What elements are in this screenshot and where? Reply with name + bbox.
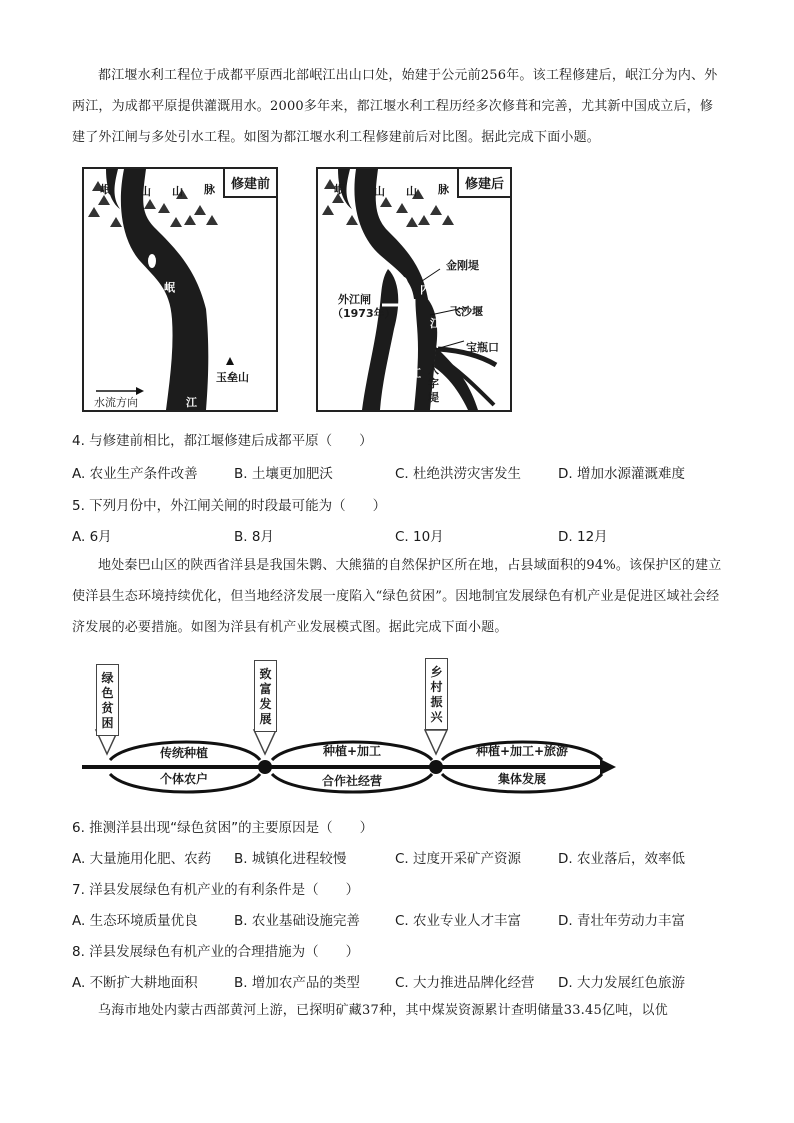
label-jiang-after: 江 (430, 317, 441, 330)
label-waijiangzha-year: （1973年） (332, 307, 396, 320)
label-mai-after: 脉 (438, 183, 449, 196)
upper-label-1: 传统种植 (159, 746, 208, 760)
option-6c[interactable]: C. 过度开采矿产资源 (395, 851, 522, 867)
stage-rural-revitalization: 乡村振兴 (425, 658, 448, 730)
label-mai: 脉 (204, 183, 215, 196)
option-6b[interactable]: B. 城镇化进程较慢 (234, 851, 347, 867)
label-shan-after: 山 (374, 185, 385, 198)
label-di: 堤 (428, 391, 439, 404)
passage-wuhai: 乌海市地处内蒙古西部黄河上游，已探明矿藏37种，其中煤炭资源累计查明储量33.45亿吨，以优 (98, 1003, 668, 1018)
question-4: 4. 与修建前相比，都江堰修建后成都平原（ ） (72, 433, 373, 449)
map-before-title: 修建前 (223, 169, 276, 198)
question-6: 6. 推测洋县出现“绿色贫困”的主要原因是（ ） (72, 820, 374, 836)
option-7b[interactable]: B. 农业基础设施完善 (234, 913, 360, 929)
stage-prosperity: 致富发展 (254, 660, 277, 732)
label-jiang2-after: 江 (410, 367, 421, 380)
label-shan2: 山 (172, 185, 183, 198)
label-zi: 字 (428, 377, 439, 390)
label-baopingkou: 宝瓶口 (466, 341, 499, 354)
label-shan2-after: 山 (406, 185, 417, 198)
option-4a[interactable]: A. 农业生产条件改善 (72, 466, 198, 482)
option-8c[interactable]: C. 大力推进品牌化经营 (395, 975, 535, 991)
option-8a[interactable]: A. 不断扩大耕地面积 (72, 975, 198, 991)
label-min-mountain: 岷 (100, 183, 111, 196)
development-diagram (82, 656, 622, 796)
option-6a[interactable]: A. 大量施用化肥、农药 (72, 851, 212, 867)
option-7a[interactable]: A. 生态环境质量优良 (72, 913, 198, 929)
label-feishayan: 飞沙堰 (450, 305, 483, 318)
option-6d[interactable]: D. 农业落后，效率低 (558, 851, 685, 867)
passage-dujiangyan: 都江堰水利工程位于成都平原西北部岷江出山口处，始建于公元前256年。该工程修建后，岷江分为内、外两江，为成都平原提供灌溉用水。2000多年来，都江堰水利工程历经多次修葺和完善，尤其新中国成立后，修建了外江闸与多处引水工程。如图为都江堰水利工程修建前后对比图。据此完成下面小题。 (72, 68, 718, 145)
label-min-river: 岷 (164, 281, 175, 294)
upper-label-2: 种植+加工 (322, 744, 382, 758)
label-flow-direction: 水流方向 (94, 396, 138, 409)
option-4d[interactable]: D. 增加水源灌溉难度 (558, 466, 685, 482)
timeline-arrow-icon (600, 759, 616, 775)
lower-label-1: 个体农户 (159, 772, 208, 786)
label-jiang: 江 (186, 396, 197, 409)
option-8d[interactable]: D. 大力发展红色旅游 (558, 975, 685, 991)
label-ren: 人 (428, 363, 439, 376)
question-8: 8. 洋县发展绿色有机产业的合理措施为（ ） (72, 944, 360, 960)
map-after-title: 修建后 (457, 169, 510, 198)
lower-label-3: 集体发展 (497, 772, 546, 786)
label-jingangdi: 金刚堤 (446, 259, 479, 272)
question-7: 7. 洋县发展绿色有机产业的有利条件是（ ） (72, 882, 360, 898)
map-before (82, 167, 278, 412)
label-nei: 内 (420, 283, 431, 296)
label-shan: 山 (140, 185, 151, 198)
label-yuleishan: 玉垒山 (216, 371, 249, 384)
stage-green-poverty: 绿色贫困 (96, 664, 119, 736)
label-min-mountain-after: 岷 (334, 183, 345, 196)
option-8b[interactable]: B. 增加农产品的类型 (234, 975, 360, 991)
option-4b[interactable]: B. 土壤更加肥沃 (234, 466, 333, 482)
passage-yangxian: 地处秦巴山区的陕西省洋县是我国朱鹮、大熊猫的自然保护区所在地，占县域面积的94%。该保护区的建立使洋县生态环境持续优化，但当地经济发展一度陷入“绿色贫困”。因地制宜发展绿色有机产业是促进区域社会经济发展的必要措施。如图为洋县有机产业发展模式图。据此完成下面小题。 (72, 558, 722, 635)
upper-label-3: 种植+加工+旅游 (475, 744, 569, 758)
lower-label-2: 合作社经营 (321, 774, 382, 788)
label-waijiangzha: 外江闸 (338, 293, 371, 306)
option-7d[interactable]: D. 青壮年劳动力丰富 (558, 913, 685, 929)
question-5: 5. 下列月份中，外江闸关闸的时段最可能为（ ） (72, 498, 387, 514)
option-5b[interactable]: B. 8月 (234, 529, 274, 545)
label-wai: 外 (400, 289, 411, 302)
option-4c[interactable]: C. 杜绝洪涝灾害发生 (395, 466, 522, 482)
peak-icon (226, 357, 234, 365)
option-5a[interactable]: A. 6月 (72, 529, 112, 545)
option-7c[interactable]: C. 农业专业人才丰富 (395, 913, 522, 929)
map-after (316, 167, 512, 412)
option-5c[interactable]: C. 10月 (395, 529, 444, 545)
option-5d[interactable]: D. 12月 (558, 529, 608, 545)
